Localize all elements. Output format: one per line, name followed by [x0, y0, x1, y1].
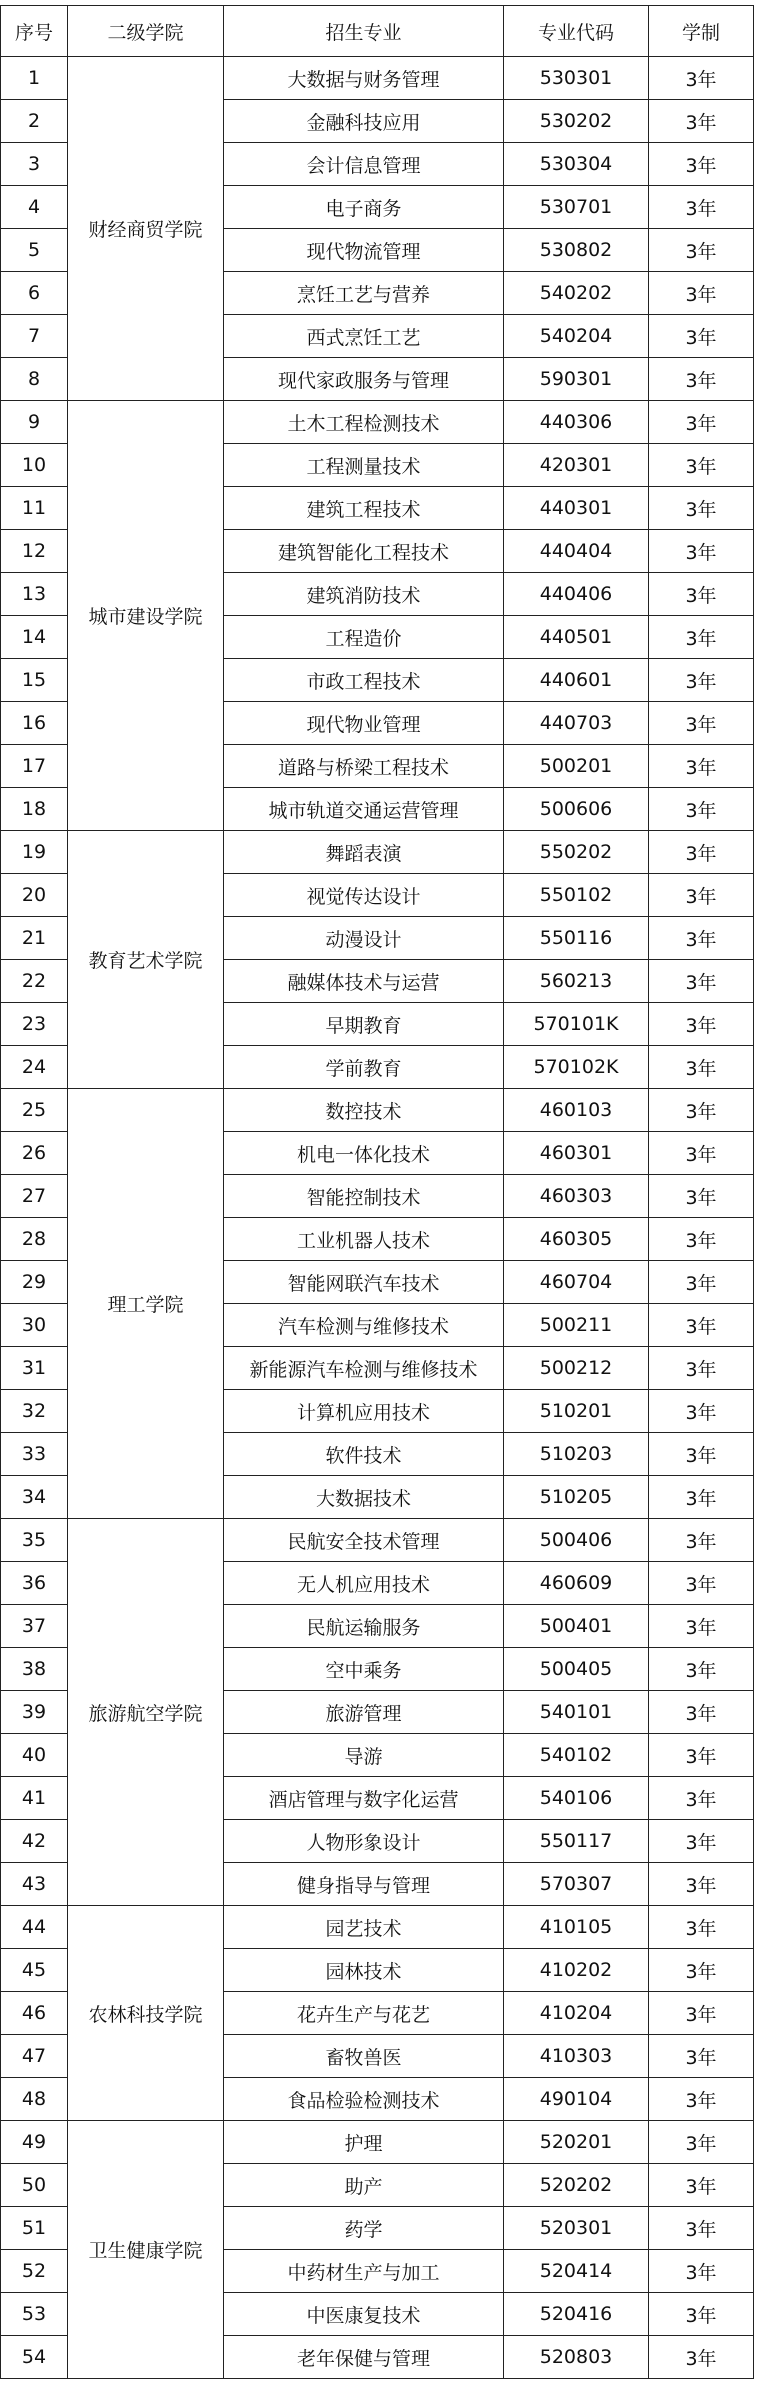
- major-code: 520201: [504, 2121, 649, 2164]
- major-name: 会计信息管理: [224, 143, 504, 186]
- row-index: 25: [1, 1089, 68, 1132]
- table-row: [1, 2121, 754, 2164]
- major-name: 融媒体技术与运营: [224, 960, 504, 1003]
- study-duration: 3年: [649, 1605, 754, 1648]
- college-name: 农林科技学院: [68, 1906, 224, 2121]
- table-row: [1, 1089, 754, 1132]
- study-duration: 3年: [649, 1734, 754, 1777]
- study-duration: 3年: [649, 487, 754, 530]
- major-code: 440301: [504, 487, 649, 530]
- major-code: 500201: [504, 745, 649, 788]
- study-duration: 3年: [649, 1519, 754, 1562]
- row-index: 20: [1, 874, 68, 917]
- major-code: 460704: [504, 1261, 649, 1304]
- major-code: 540101: [504, 1691, 649, 1734]
- major-code: 590301: [504, 358, 649, 401]
- study-duration: 3年: [649, 272, 754, 315]
- study-duration: 3年: [649, 2164, 754, 2207]
- major-code: 570102K: [504, 1046, 649, 1089]
- major-name: 建筑工程技术: [224, 487, 504, 530]
- major-name: 无人机应用技术: [224, 1562, 504, 1605]
- row-index: 30: [1, 1304, 68, 1347]
- major-name: 工程造价: [224, 616, 504, 659]
- study-duration: 3年: [649, 1175, 754, 1218]
- major-code: 540106: [504, 1777, 649, 1820]
- study-duration: 3年: [649, 1648, 754, 1691]
- major-code: 410303: [504, 2035, 649, 2078]
- major-code: 440406: [504, 573, 649, 616]
- study-duration: 3年: [649, 917, 754, 960]
- row-index: 24: [1, 1046, 68, 1089]
- major-name: 城市轨道交通运营管理: [224, 788, 504, 831]
- major-name: 建筑智能化工程技术: [224, 530, 504, 573]
- study-duration: 3年: [649, 788, 754, 831]
- major-name: 大数据与财务管理: [224, 57, 504, 100]
- row-index: 28: [1, 1218, 68, 1261]
- major-code: 410105: [504, 1906, 649, 1949]
- major-name: 空中乘务: [224, 1648, 504, 1691]
- major-code: 520416: [504, 2293, 649, 2336]
- major-code: 560213: [504, 960, 649, 1003]
- row-index: 4: [1, 186, 68, 229]
- row-index: 50: [1, 2164, 68, 2207]
- row-index: 51: [1, 2207, 68, 2250]
- study-duration: 3年: [649, 1949, 754, 1992]
- study-duration: 3年: [649, 1218, 754, 1261]
- row-index: 53: [1, 2293, 68, 2336]
- study-duration: 3年: [649, 2207, 754, 2250]
- major-code: 440703: [504, 702, 649, 745]
- major-name: 金融科技应用: [224, 100, 504, 143]
- table-row: [1, 831, 754, 874]
- row-index: 22: [1, 960, 68, 1003]
- row-index: 40: [1, 1734, 68, 1777]
- major-code: 500211: [504, 1304, 649, 1347]
- major-name: 旅游管理: [224, 1691, 504, 1734]
- enrollment-table: [0, 5, 754, 2379]
- study-duration: 3年: [649, 444, 754, 487]
- study-duration: 3年: [649, 315, 754, 358]
- row-index: 31: [1, 1347, 68, 1390]
- major-code: 550116: [504, 917, 649, 960]
- table-body: [1, 57, 754, 2379]
- college-name: 理工学院: [68, 1089, 224, 1519]
- row-index: 5: [1, 229, 68, 272]
- row-index: 12: [1, 530, 68, 573]
- major-name: 建筑消防技术: [224, 573, 504, 616]
- row-index: 41: [1, 1777, 68, 1820]
- major-code: 510205: [504, 1476, 649, 1519]
- row-index: 27: [1, 1175, 68, 1218]
- row-index: 36: [1, 1562, 68, 1605]
- table-row: [1, 1519, 754, 1562]
- row-index: 42: [1, 1820, 68, 1863]
- row-index: 17: [1, 745, 68, 788]
- row-index: 15: [1, 659, 68, 702]
- major-name: 工程测量技术: [224, 444, 504, 487]
- header-row: [1, 6, 754, 57]
- major-code: 500406: [504, 1519, 649, 1562]
- study-duration: 3年: [649, 358, 754, 401]
- study-duration: 3年: [649, 1046, 754, 1089]
- major-name: 道路与桥梁工程技术: [224, 745, 504, 788]
- major-name: 软件技术: [224, 1433, 504, 1476]
- study-duration: 3年: [649, 1777, 754, 1820]
- row-index: 44: [1, 1906, 68, 1949]
- study-duration: 3年: [649, 2250, 754, 2293]
- row-index: 46: [1, 1992, 68, 2035]
- major-name: 学前教育: [224, 1046, 504, 1089]
- study-duration: 3年: [649, 1820, 754, 1863]
- row-index: 8: [1, 358, 68, 401]
- major-name: 烹饪工艺与营养: [224, 272, 504, 315]
- row-index: 49: [1, 2121, 68, 2164]
- header-duration: 学制: [649, 6, 754, 57]
- major-name: 智能控制技术: [224, 1175, 504, 1218]
- study-duration: 3年: [649, 100, 754, 143]
- major-name: 市政工程技术: [224, 659, 504, 702]
- study-duration: 3年: [649, 702, 754, 745]
- row-index: 11: [1, 487, 68, 530]
- row-index: 19: [1, 831, 68, 874]
- major-code: 440501: [504, 616, 649, 659]
- major-name: 视觉传达设计: [224, 874, 504, 917]
- major-name: 畜牧兽医: [224, 2035, 504, 2078]
- study-duration: 3年: [649, 2035, 754, 2078]
- header-major: 招生专业: [224, 6, 504, 57]
- study-duration: 3年: [649, 1433, 754, 1476]
- study-duration: 3年: [649, 57, 754, 100]
- table-row: [1, 401, 754, 444]
- major-code: 530304: [504, 143, 649, 186]
- study-duration: 3年: [649, 745, 754, 788]
- major-code: 550102: [504, 874, 649, 917]
- major-name: 现代家政服务与管理: [224, 358, 504, 401]
- college-name: 财经商贸学院: [68, 57, 224, 401]
- college-name: 卫生健康学院: [68, 2121, 224, 2379]
- major-code: 460301: [504, 1132, 649, 1175]
- major-name: 计算机应用技术: [224, 1390, 504, 1433]
- major-code: 570307: [504, 1863, 649, 1906]
- major-name: 早期教育: [224, 1003, 504, 1046]
- major-name: 大数据技术: [224, 1476, 504, 1519]
- major-name: 园林技术: [224, 1949, 504, 1992]
- study-duration: 3年: [649, 401, 754, 444]
- major-code: 510201: [504, 1390, 649, 1433]
- major-code: 410204: [504, 1992, 649, 2035]
- row-index: 48: [1, 2078, 68, 2121]
- row-index: 10: [1, 444, 68, 487]
- major-code: 420301: [504, 444, 649, 487]
- row-index: 33: [1, 1433, 68, 1476]
- row-index: 39: [1, 1691, 68, 1734]
- major-code: 460103: [504, 1089, 649, 1132]
- major-name: 电子商务: [224, 186, 504, 229]
- row-index: 45: [1, 1949, 68, 1992]
- major-code: 520414: [504, 2250, 649, 2293]
- major-code: 570101K: [504, 1003, 649, 1046]
- study-duration: 3年: [649, 1347, 754, 1390]
- row-index: 38: [1, 1648, 68, 1691]
- major-name: 健身指导与管理: [224, 1863, 504, 1906]
- study-duration: 3年: [649, 1003, 754, 1046]
- college-name: 旅游航空学院: [68, 1519, 224, 1906]
- major-code: 520803: [504, 2336, 649, 2379]
- study-duration: 3年: [649, 1390, 754, 1433]
- major-name: 花卉生产与花艺: [224, 1992, 504, 2035]
- major-name: 导游: [224, 1734, 504, 1777]
- major-code: 510203: [504, 1433, 649, 1476]
- major-name: 现代物业管理: [224, 702, 504, 745]
- major-name: 机电一体化技术: [224, 1132, 504, 1175]
- header-code: 专业代码: [504, 6, 649, 57]
- major-name: 新能源汽车检测与维修技术: [224, 1347, 504, 1390]
- study-duration: 3年: [649, 1906, 754, 1949]
- row-index: 43: [1, 1863, 68, 1906]
- major-name: 助产: [224, 2164, 504, 2207]
- study-duration: 3年: [649, 960, 754, 1003]
- college-name: 城市建设学院: [68, 401, 224, 831]
- row-index: 6: [1, 272, 68, 315]
- college-name: 教育艺术学院: [68, 831, 224, 1089]
- major-code: 530301: [504, 57, 649, 100]
- study-duration: 3年: [649, 1304, 754, 1347]
- major-code: 500405: [504, 1648, 649, 1691]
- study-duration: 3年: [649, 1089, 754, 1132]
- major-code: 530202: [504, 100, 649, 143]
- study-duration: 3年: [649, 831, 754, 874]
- major-name: 工业机器人技术: [224, 1218, 504, 1261]
- major-name: 酒店管理与数字化运营: [224, 1777, 504, 1820]
- study-duration: 3年: [649, 1261, 754, 1304]
- major-code: 460609: [504, 1562, 649, 1605]
- row-index: 52: [1, 2250, 68, 2293]
- row-index: 35: [1, 1519, 68, 1562]
- row-index: 16: [1, 702, 68, 745]
- row-index: 29: [1, 1261, 68, 1304]
- study-duration: 3年: [649, 659, 754, 702]
- study-duration: 3年: [649, 1132, 754, 1175]
- major-code: 440404: [504, 530, 649, 573]
- major-name: 护理: [224, 2121, 504, 2164]
- major-code: 520301: [504, 2207, 649, 2250]
- major-code: 460305: [504, 1218, 649, 1261]
- major-code: 530802: [504, 229, 649, 272]
- row-index: 18: [1, 788, 68, 831]
- major-name: 现代物流管理: [224, 229, 504, 272]
- table-row: [1, 1906, 754, 1949]
- major-code: 530701: [504, 186, 649, 229]
- major-code: 500401: [504, 1605, 649, 1648]
- row-index: 23: [1, 1003, 68, 1046]
- study-duration: 3年: [649, 616, 754, 659]
- major-name: 中医康复技术: [224, 2293, 504, 2336]
- major-name: 数控技术: [224, 1089, 504, 1132]
- study-duration: 3年: [649, 229, 754, 272]
- major-code: 550202: [504, 831, 649, 874]
- row-index: 26: [1, 1132, 68, 1175]
- row-index: 1: [1, 57, 68, 100]
- major-code: 500212: [504, 1347, 649, 1390]
- row-index: 34: [1, 1476, 68, 1519]
- major-name: 汽车检测与维修技术: [224, 1304, 504, 1347]
- header-index: 序号: [1, 6, 68, 57]
- major-code: 490104: [504, 2078, 649, 2121]
- row-index: 9: [1, 401, 68, 444]
- major-code: 540202: [504, 272, 649, 315]
- header-college: 二级学院: [68, 6, 224, 57]
- study-duration: 3年: [649, 1476, 754, 1519]
- study-duration: 3年: [649, 2293, 754, 2336]
- row-index: 21: [1, 917, 68, 960]
- study-duration: 3年: [649, 573, 754, 616]
- major-name: 民航运输服务: [224, 1605, 504, 1648]
- major-name: 土木工程检测技术: [224, 401, 504, 444]
- major-name: 中药材生产与加工: [224, 2250, 504, 2293]
- row-index: 3: [1, 143, 68, 186]
- major-name: 食品检验检测技术: [224, 2078, 504, 2121]
- study-duration: 3年: [649, 1992, 754, 2035]
- row-index: 13: [1, 573, 68, 616]
- row-index: 47: [1, 2035, 68, 2078]
- major-name: 西式烹饪工艺: [224, 315, 504, 358]
- row-index: 54: [1, 2336, 68, 2379]
- major-code: 500606: [504, 788, 649, 831]
- study-duration: 3年: [649, 2336, 754, 2379]
- major-code: 410202: [504, 1949, 649, 1992]
- major-code: 440306: [504, 401, 649, 444]
- study-duration: 3年: [649, 1562, 754, 1605]
- major-name: 动漫设计: [224, 917, 504, 960]
- study-duration: 3年: [649, 1863, 754, 1906]
- major-code: 520202: [504, 2164, 649, 2207]
- major-name: 智能网联汽车技术: [224, 1261, 504, 1304]
- study-duration: 3年: [649, 1691, 754, 1734]
- row-index: 2: [1, 100, 68, 143]
- row-index: 7: [1, 315, 68, 358]
- major-code: 550117: [504, 1820, 649, 1863]
- major-name: 民航安全技术管理: [224, 1519, 504, 1562]
- study-duration: 3年: [649, 143, 754, 186]
- major-name: 舞蹈表演: [224, 831, 504, 874]
- table-row: [1, 57, 754, 100]
- study-duration: 3年: [649, 2121, 754, 2164]
- study-duration: 3年: [649, 2078, 754, 2121]
- major-name: 老年保健与管理: [224, 2336, 504, 2379]
- major-code: 540204: [504, 315, 649, 358]
- major-name: 药学: [224, 2207, 504, 2250]
- row-index: 14: [1, 616, 68, 659]
- major-name: 人物形象设计: [224, 1820, 504, 1863]
- major-code: 440601: [504, 659, 649, 702]
- major-name: 园艺技术: [224, 1906, 504, 1949]
- study-duration: 3年: [649, 874, 754, 917]
- major-code: 460303: [504, 1175, 649, 1218]
- study-duration: 3年: [649, 530, 754, 573]
- row-index: 37: [1, 1605, 68, 1648]
- major-code: 540102: [504, 1734, 649, 1777]
- study-duration: 3年: [649, 186, 754, 229]
- row-index: 32: [1, 1390, 68, 1433]
